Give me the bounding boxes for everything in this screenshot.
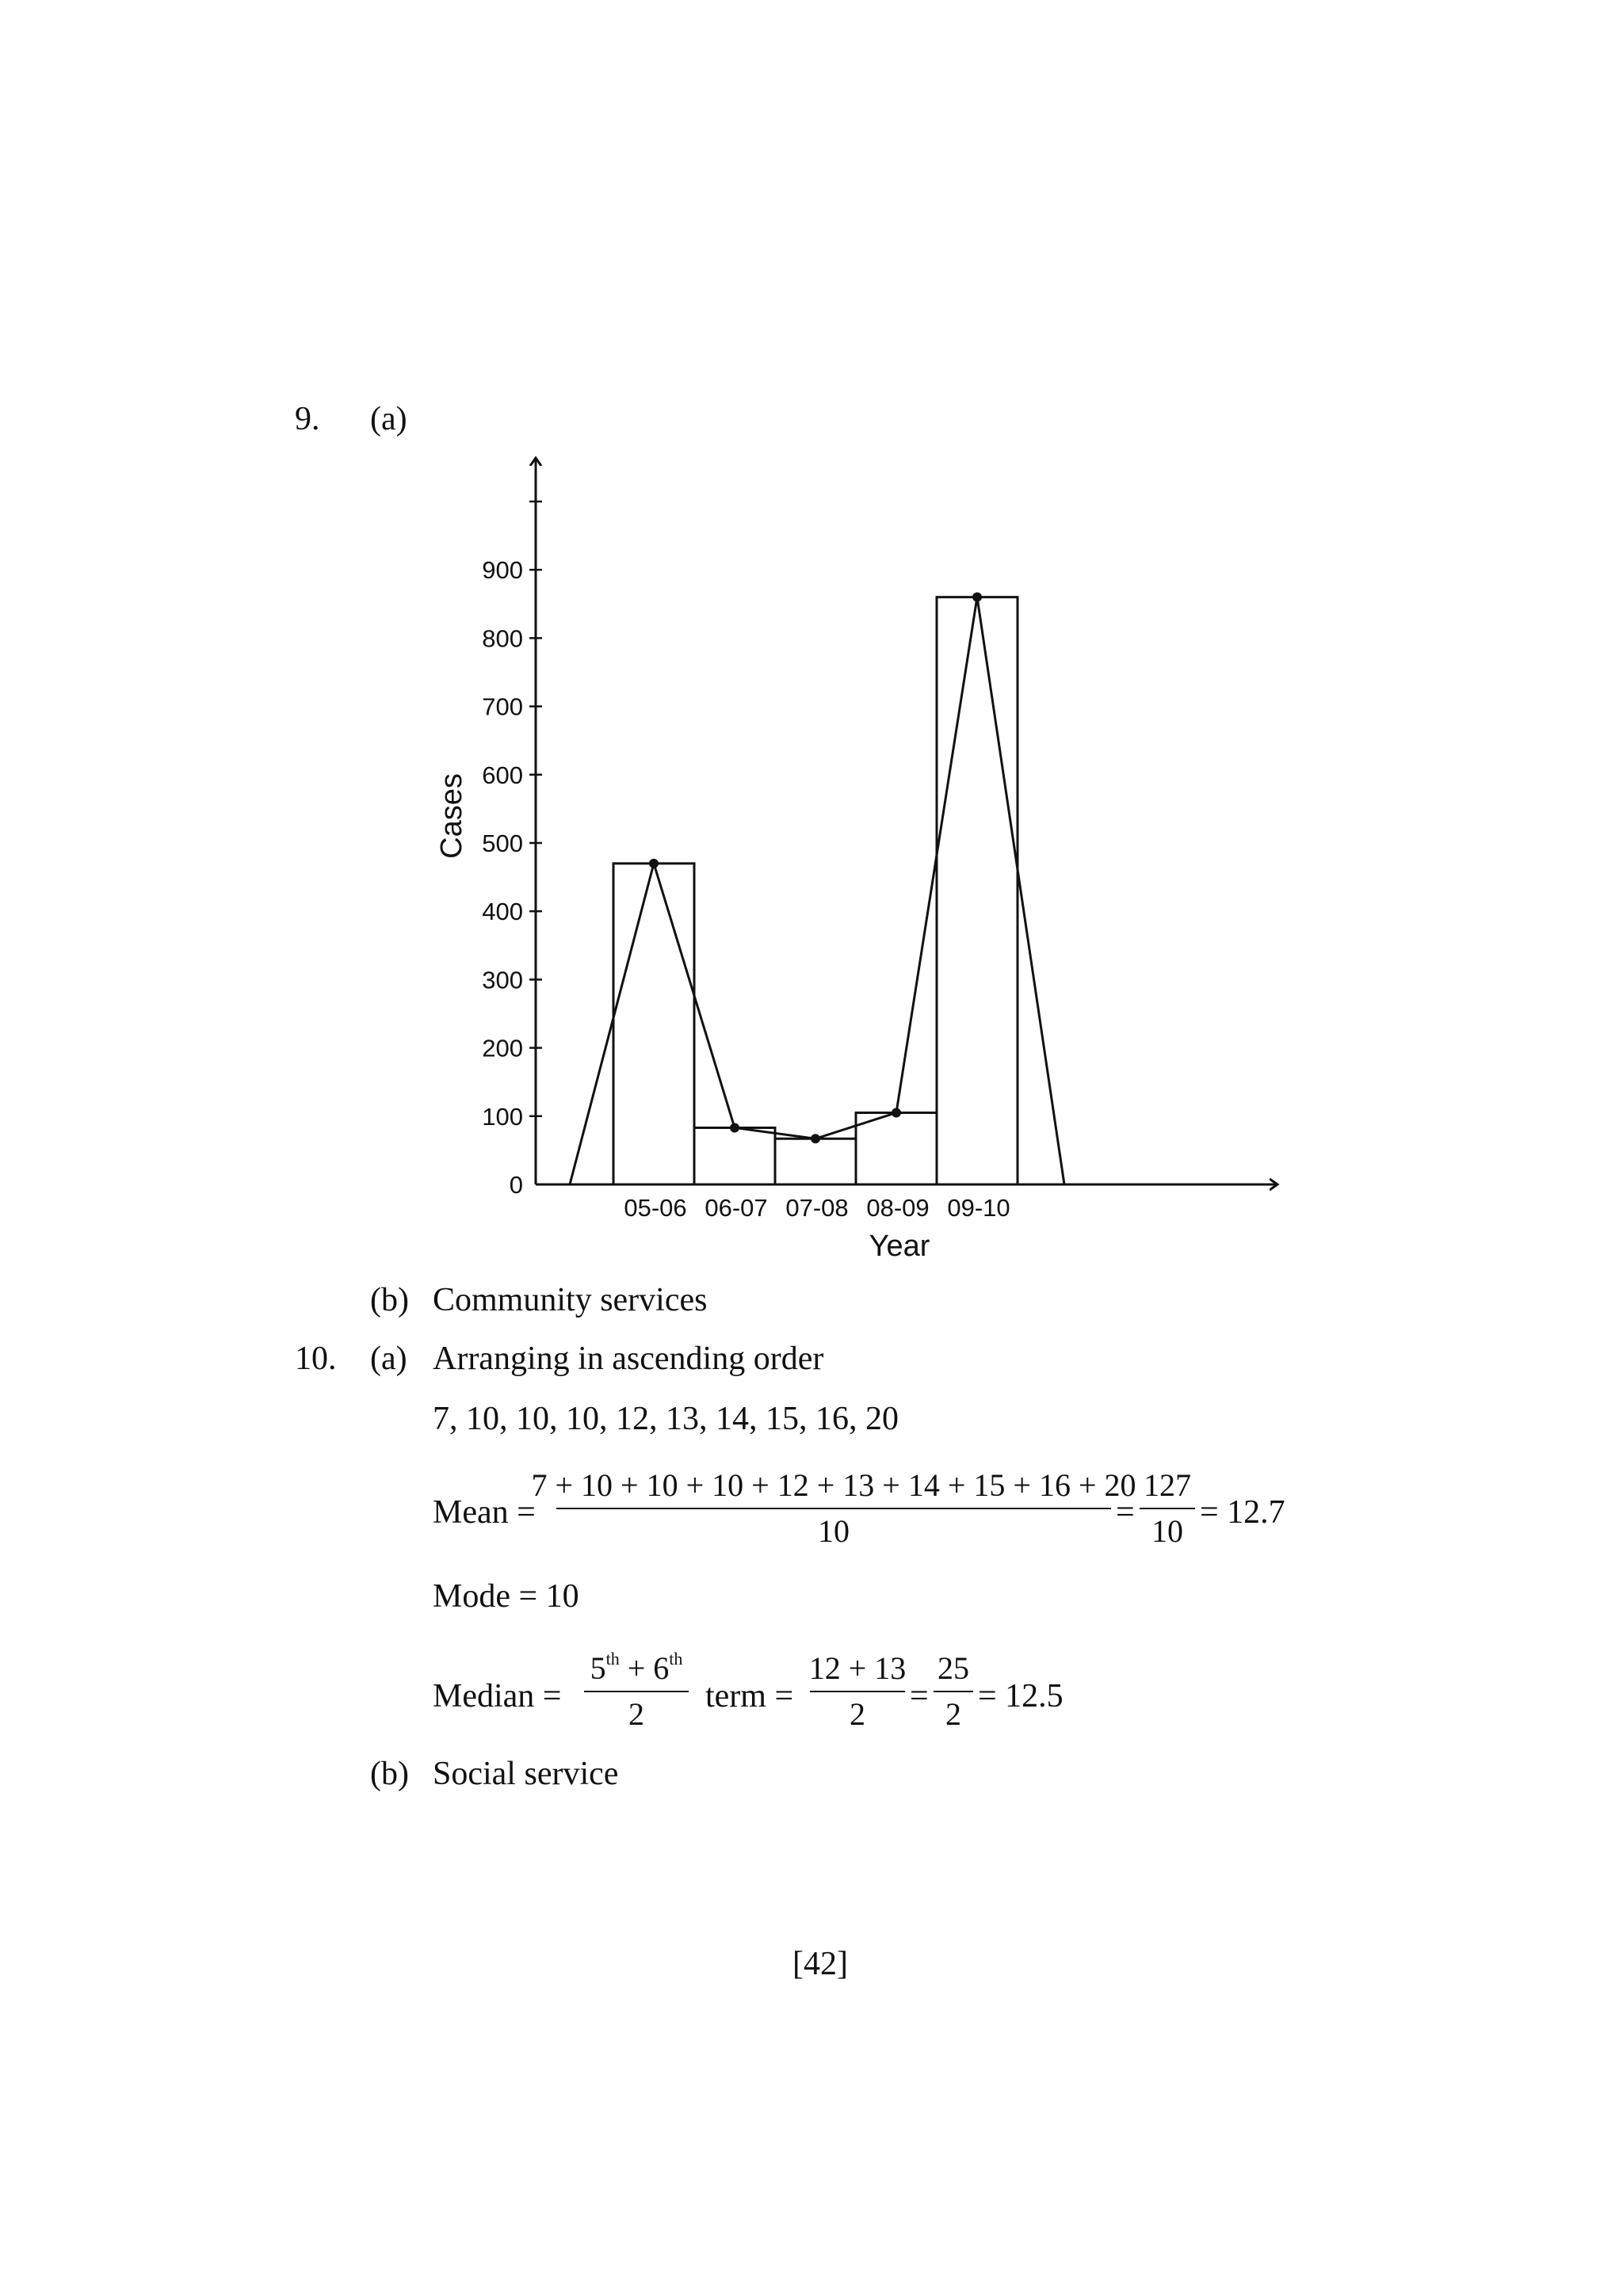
fifth: 5 [590,1650,606,1686]
median-fraction-1 [584,1649,689,1732]
polygon-point [649,859,659,868]
median-denominator-3: 2 [945,1696,961,1732]
y-tick-label: 200 [482,1034,523,1062]
mean-fraction-bar [556,1508,1111,1509]
median-label: Median = [433,1678,562,1714]
q9-part-b-answer: Community services [433,1282,708,1318]
x-tick-label: 09-10 [947,1194,1010,1222]
fifth-sup: th [605,1649,620,1669]
y-tick-label: 600 [482,761,523,789]
q10-part-b-answer: Social service [433,1756,619,1792]
median-fraction-bar-3 [934,1691,973,1692]
mean-denominator: 10 [818,1513,850,1549]
q10-sequence: 7, 10, 10, 10, 12, 13, 14, 15, 16, 20 [433,1401,899,1437]
mean-result: = 12.7 [1200,1494,1285,1531]
polygon-point [892,1108,901,1117]
y-axis-title: Cases [435,773,468,859]
y-tick-label: 300 [482,966,523,994]
histogram-bar [775,1138,856,1184]
q9-part-b-label: (b) [370,1282,409,1318]
frequency-polygon [570,597,1064,1184]
x-tick-label: 07-08 [785,1194,849,1222]
histogram-bar [937,597,1018,1184]
x-tick-label: 05-06 [624,1194,687,1222]
mean-numerator: 7 + 10 + 10 + 10 + 12 + 13 + 14 + 15 + 16 + 20 [531,1467,1136,1503]
sixth-sup: th [669,1649,683,1669]
y-tick-label: 100 [482,1102,523,1131]
median-numerator-3: 25 [938,1650,969,1686]
median-result: = 12.5 [978,1678,1064,1714]
median-fraction-bar-1 [584,1691,689,1692]
mean-equals: = [1116,1494,1135,1531]
mean-numerator-2: 127 [1144,1467,1191,1503]
polygon-point [972,593,982,602]
histogram-bar [856,1112,937,1184]
q10-part-b-label: (b) [370,1756,409,1792]
median-equals: = [910,1678,929,1714]
q9-number: 9. [295,401,320,437]
x-axis-title: Year [869,1230,930,1263]
median-numerator-1 [590,1649,683,1686]
median-term: term = [705,1678,794,1714]
median-fraction-bar-2 [810,1691,905,1692]
y-tick-label: 800 [482,624,523,653]
median-numerator-2: 12 + 13 [808,1650,907,1686]
y-tick-label: 400 [482,898,523,926]
median-denominator-2: 2 [850,1696,865,1732]
x-tick-label: 08-09 [866,1194,930,1222]
mean-fraction [531,1467,1136,1549]
y-tick-label: 700 [482,692,523,721]
mean-fraction-bar-2 [1140,1508,1195,1509]
polygon-point [811,1134,820,1143]
x-tick-label: 06-07 [705,1194,768,1222]
y-tick-label: 0 [509,1171,523,1199]
y-tick-label: 900 [482,556,523,585]
plus-sixth: + 6 [619,1650,670,1686]
median-denominator-1: 2 [628,1696,644,1732]
mean-denominator-2: 10 [1151,1513,1183,1549]
histogram-bar [694,1127,775,1184]
mean-label: Mean = [433,1494,536,1531]
median-fraction-2 [808,1650,907,1732]
polygon-point [730,1123,739,1132]
histogram-bar [613,864,694,1184]
median-fraction-3 [934,1650,973,1732]
mode-line: Mode = 10 [433,1578,579,1615]
mean-fraction-2 [1140,1467,1195,1549]
q10-number: 10. [295,1341,337,1377]
q9-part-a-label: (a) [370,401,407,437]
page-number: [42] [792,1946,848,1982]
q10-part-a-label: (a) [370,1341,407,1377]
q10-statement: Arranging in ascending order [433,1341,824,1377]
y-tick-label: 500 [482,830,523,857]
